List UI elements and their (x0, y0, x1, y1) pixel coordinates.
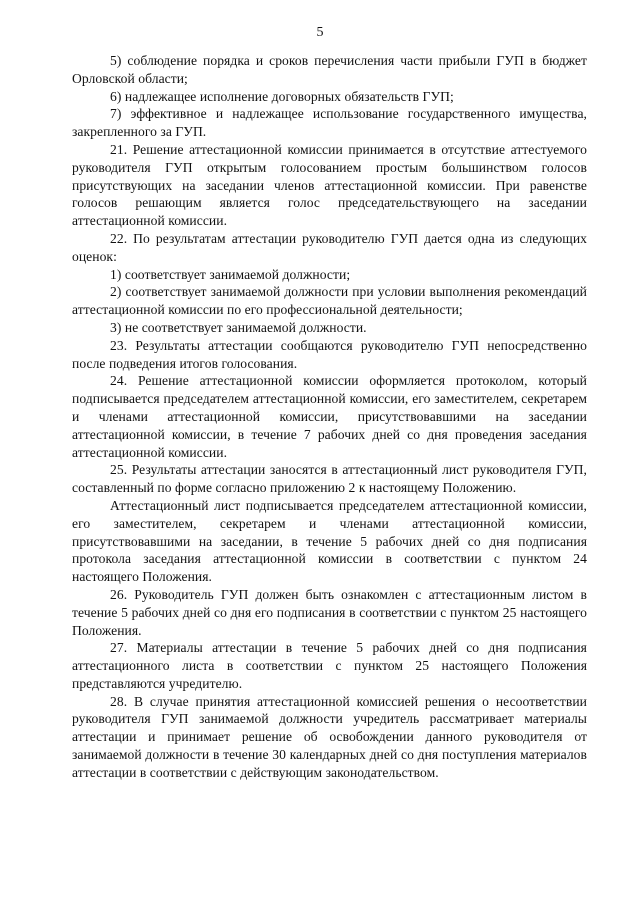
paragraph-clause-27: 27. Материалы аттестации в течение 5 рабочих дней со дня подписания аттестационного листа в соответствии с пунктом 25 настоящего Положения представляются учредителю. (72, 640, 587, 691)
paragraph-clause-23: 23. Результаты аттестации сообщаются руководителю ГУП непосредственно после подведения итогов голосования. (72, 337, 587, 371)
paragraph-clause-22: 22. По результатам аттестации руководителю ГУП дается одна из следующих оценок: (72, 230, 587, 264)
paragraph-rating-2: 2) соответствует занимаемой должности при условии выполнения рекомендаций аттестационной комиссии по его профессиональной деятельности; (72, 284, 587, 318)
paragraph-rating-1: 1) соответствует занимаемой должности; (110, 266, 351, 282)
paragraph-clause-26: 26. Руководитель ГУП должен быть ознакомлен с аттестационным листом в течение 5 рабочих дней со дня его подписания в соответствии с пунктом 25 настоящего Положения. (72, 586, 587, 638)
paragraph-item-6: 6) надлежащее исполнение договорных обязательств ГУП; (110, 88, 454, 104)
paragraph-clause-25: 25. Результаты аттестации заносятся в аттестационный лист руководителя ГУП, составленный по форме согласно приложению 2 к настоящему Положению. (72, 462, 587, 496)
paragraph-clause-24: 24. Решение аттестационной комиссии оформляется протоколом, который подписывается председателем аттестационной комиссии, его заместителем, секретарем и членами аттестационной комиссии, присутствовавшими на заседании аттестационной комиссии, в течение 7 рабочих дней со дня проведения заседания аттестационной комиссии. (72, 373, 587, 460)
paragraph-clause-25-cont: Аттестационный лист подписывается председателем аттестационной комиссии, его заместителем, секретарем и членами аттестационной комиссии, присутствовавшими на заседании, в течение 5 рабочих дней со дня подписания протокола заседания аттестационной комиссии в соответствии с пунктом 24 настоящего Положения. (72, 497, 587, 585)
paragraph-clause-28: 28. В случае принятия аттестационной комиссией решения о несоответствии руководителя ГУП занимаемой должности учредитель рассматривает материалы аттестации и принимает решение об освобождении данного руководителя от занимаемой должности в течение 30 календарных дней со дня поступления материалов аттестации в соответствии с действующим законодательством. (72, 693, 587, 780)
page-number: 5 (316, 25, 324, 40)
paragraph-clause-21: 21. Решение аттестационной комиссии принимается в отсутствие аттестуемого руководителя ГУП открытым голосованием простым большинством голосов присутствующих на заседании членов аттестационной комиссии. При равенстве голосов решающим является голос председательствующего на заседании аттестационной комиссии. (72, 141, 587, 229)
paragraph-item-7: 7) эффективное и надлежащее использование государственного имущества, закрепленного за ГУП. (72, 106, 587, 140)
paragraph-rating-3: 3) не соответствует занимаемой должности. (110, 319, 367, 335)
document-body (72, 52, 587, 782)
paragraph-item-5: 5) соблюдение порядка и сроков перечисления части прибыли ГУП в бюджет Орловской области; (72, 53, 587, 86)
